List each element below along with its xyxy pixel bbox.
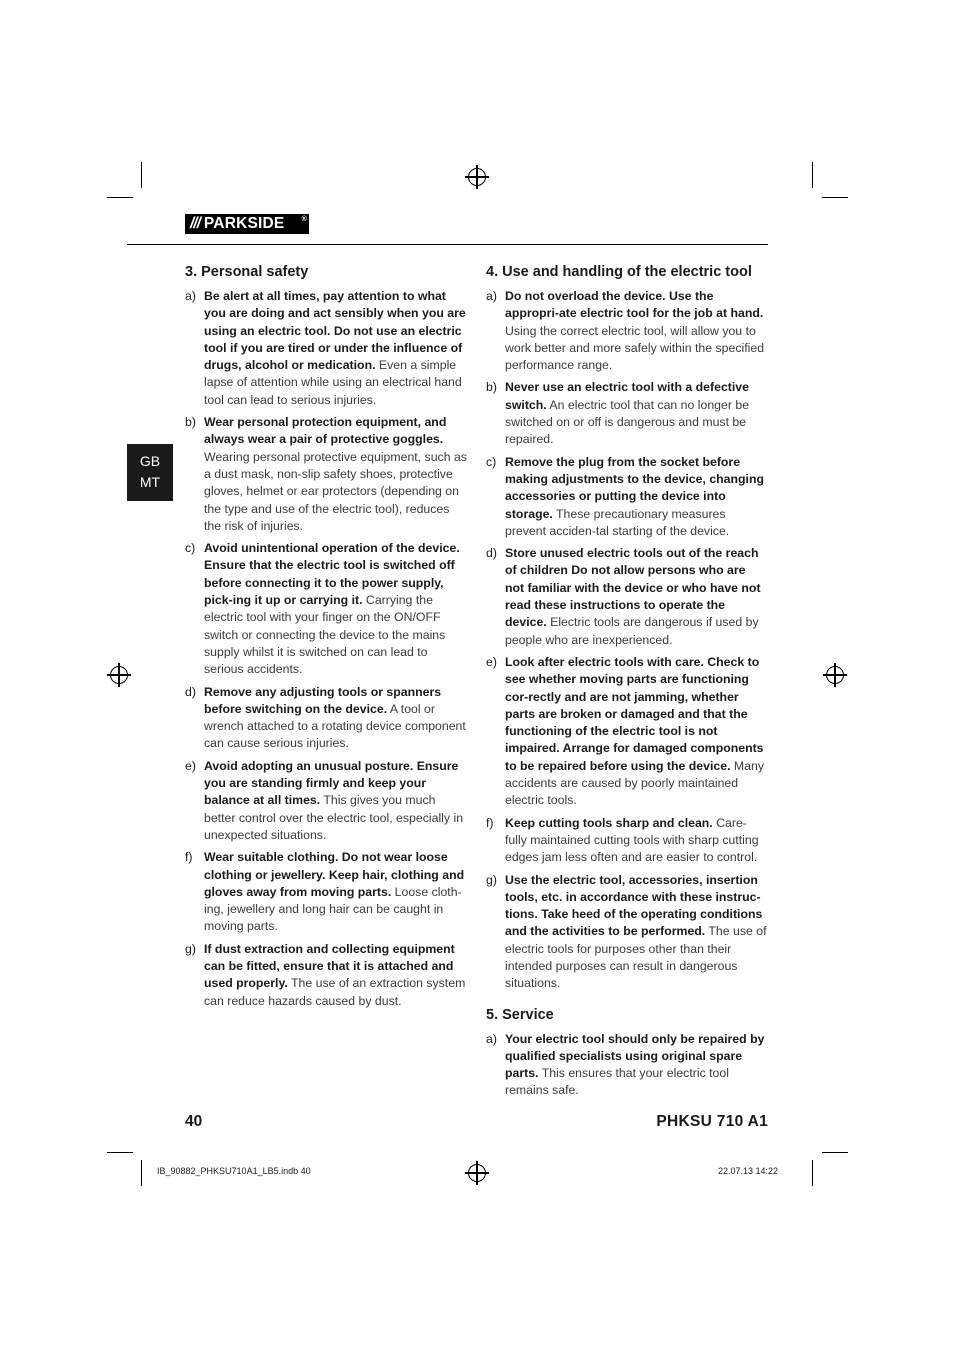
list-item-instruction: If dust extraction and collecting equipment can be fitted, ensure that it is attached and used properly. [204,941,455,991]
list-item-instruction: Avoid adopting an unusual posture. Ensure you are standing firmly and keep your balance at all times. [204,758,459,808]
list-item-explanation: Using the correct electric tool, will allow you to work better and more safely within the specified performance range. [505,323,765,373]
list-item-label: b) [185,415,196,430]
list-item-explanation: Carrying the electric tool with your finger on the ON/OFF switch or connecting the device to the mains supply whilst it is switched on can lead to serious accidents. [204,593,446,677]
list-item-label: a) [486,289,497,303]
crop-mark [812,1160,813,1186]
list-item-instruction: Remove the plug from the socket before making adjustments to the device, changing accessories or putting the device into storage. [505,454,764,521]
list-item [185,540,468,678]
section-heading-use-and-handling: 4. Use and handling of the electric tool [486,264,752,280]
language-code-gb: GB [139,453,161,469]
list-item-text [204,414,468,535]
list-item-text [505,545,768,649]
list-item-explanation: Electric tools are dangerous if used by people who are inexperienced. [505,615,759,647]
list-item [185,414,468,535]
list-item [486,545,768,649]
list-item-label: e) [185,758,196,773]
imprint-file: IB_90882_PHKSU710A1_LB5.indb 40 [157,1166,311,1176]
crop-mark [141,1160,142,1186]
list-item-explanation: A tool or wrench attached to a rotating device component can cause serious injuries. [204,701,466,751]
list-item [486,288,768,374]
list-item-text [204,758,468,844]
list-item-label: d) [185,684,196,699]
list-item-text [204,684,468,753]
list-item-instruction: Be alert at all times, pay attention to what you are doing and act sensibly when you are using an electric tool. Do not use an electric tool if you are tired or under the influence of drugs, alcohol or medication. [204,289,466,373]
list-item-instruction: Your electric tool should only be repaired by qualified specialists using original spare parts. [505,1031,765,1081]
list-item-instruction: Wear suitable clothing. Do not wear loose clothing or jewellery. Keep hair, clothing and gloves away from moving parts. [204,850,465,899]
list-item-instruction: Wear personal protection equipment, and always wear a pair of protective goggles. [204,415,447,447]
list-item [486,872,768,993]
list-item-explanation: An electric tool that can no longer be switched on or off is dangerous and must be repaired. [505,397,750,447]
list-item-text [204,288,468,409]
list-item-label: f) [486,815,494,830]
list-item-text [204,540,468,678]
language-code-mt: MT [139,474,161,490]
list-item-label: c) [185,541,196,556]
list-item-label: b) [486,380,497,395]
registration-mark-icon [468,168,486,186]
crop-mark [107,1152,133,1153]
logo-text: PARKSIDE [203,215,285,232]
list-item-instruction: Never use an electric tool with a defective switch. [505,380,749,412]
section-heading-service: 5. Service [486,1006,554,1023]
list-item-text [204,849,468,935]
language-tab [127,444,173,501]
list-item-label: f) [185,850,193,865]
list-item-instruction: Store unused electric tools out of the reach of children Do not allow persons who are not familiar with the device or who have not read these instructions to operate the device. [505,546,761,630]
list-item [486,815,768,867]
list-item-explanation: This ensures that your electric tool remains safe. [505,1066,729,1098]
list-item [185,288,468,409]
header-rule [127,244,768,245]
list-item-label: g) [185,941,196,956]
list-item-text [505,288,768,374]
list-item-explanation: This gives you much better control over the electric tool, especially in unexpected situations. [204,793,464,842]
list-item-label: a) [185,289,196,303]
list-item-explanation: Care-fully maintained cutting tools with sharp cutting edges jam less often and are easier to control. [505,815,759,865]
list-item-label: e) [486,654,497,669]
list-item [185,684,468,753]
list-item [486,1031,768,1100]
page-number: 40 [185,1113,203,1130]
crop-mark [141,162,142,188]
list-item-explanation: The use of an extraction system can reduce hazards caused by dust. [204,976,466,1008]
crop-mark [107,197,133,198]
list-item-instruction: Avoid unintentional operation of the device. Ensure that the electric tool is switched off before connecting it to the power supply, pick-ing it up or carrying it. [204,541,460,608]
registration-mark-icon [110,666,128,684]
list-item-explanation: Loose cloth-ing, jewellery and long hair can be caught in moving parts. [204,884,462,934]
crop-mark [822,1152,848,1153]
list-item-label: c) [486,454,497,469]
list-item-text [505,872,768,993]
right-column [486,262,768,1105]
registration-mark-icon [826,666,844,684]
list-item [486,454,768,540]
list-item-label: a) [486,1031,497,1046]
list-item [185,849,468,935]
list-item-explanation: Even a simple lapse of attention while using an electrical hand tool can lead to serious injuries. [204,358,462,407]
list-item-explanation: Wearing personal protective equipment, such as a dust mask, non-slip safety shoes, protective gloves, helmet or ear protectors (depending on the type and use of the electric tool), reduces the risk of injuries. [204,449,467,533]
use-and-handling-list [486,288,768,993]
list-item-explanation: These precautionary measures prevent acciden-tal starting of the device. [505,506,730,538]
list-item [486,379,768,448]
section-heading-personal-safety: 3. Personal safety [185,264,309,280]
logo-slashes: /// [190,215,200,232]
list-item-label: g) [486,872,497,887]
crop-mark [812,162,813,188]
crop-mark [822,197,848,198]
service-list [486,1031,768,1100]
list-item-text [505,815,768,867]
list-item-text [505,1031,768,1100]
personal-safety-list [185,288,468,1010]
list-item-explanation: The use of electric tools for purposes other than their intended purposes can result in dangerous situations. [505,924,767,991]
parkside-logo [185,214,309,234]
list-item-text [505,654,768,810]
logo-registered-mark: ® [301,216,307,223]
list-item-instruction: Keep cutting tools sharp and clean. [505,815,713,830]
list-item-instruction: Remove any adjusting tools or spanners before switching on the device. [204,684,442,716]
list-item-instruction: Use the electric tool, accessories, insertion tools, etc. in accordance with these instruc-tions. Take heed of the operating conditions and the activities to be performed. [505,872,763,939]
list-item-label: d) [486,546,497,561]
list-item [486,654,768,810]
list-item [185,941,468,1010]
list-item-explanation: Many accidents are caused by poorly maintained electric tools. [505,758,764,808]
imprint-date: 22.07.13 14:22 [717,1166,778,1176]
list-item-instruction: Do not overload the device. Use the appropri-ate electric tool for the job at hand. [505,289,764,321]
list-item-instruction: Look after electric tools with care. Check to see whether moving parts are functioning cor-rectly and are not jamming, whether parts are broken or damaged and that the functioning of the electric tool is not impaired. Arrange for damaged components to be repaired before using the device. [505,654,764,773]
list-item-text [505,454,768,540]
list-item-text [505,379,768,448]
list-item [185,758,468,844]
list-item-text [204,941,468,1010]
left-column [185,262,468,1015]
registration-mark-icon [468,1164,486,1182]
model-number: PHKSU 710 A1 [656,1113,768,1130]
